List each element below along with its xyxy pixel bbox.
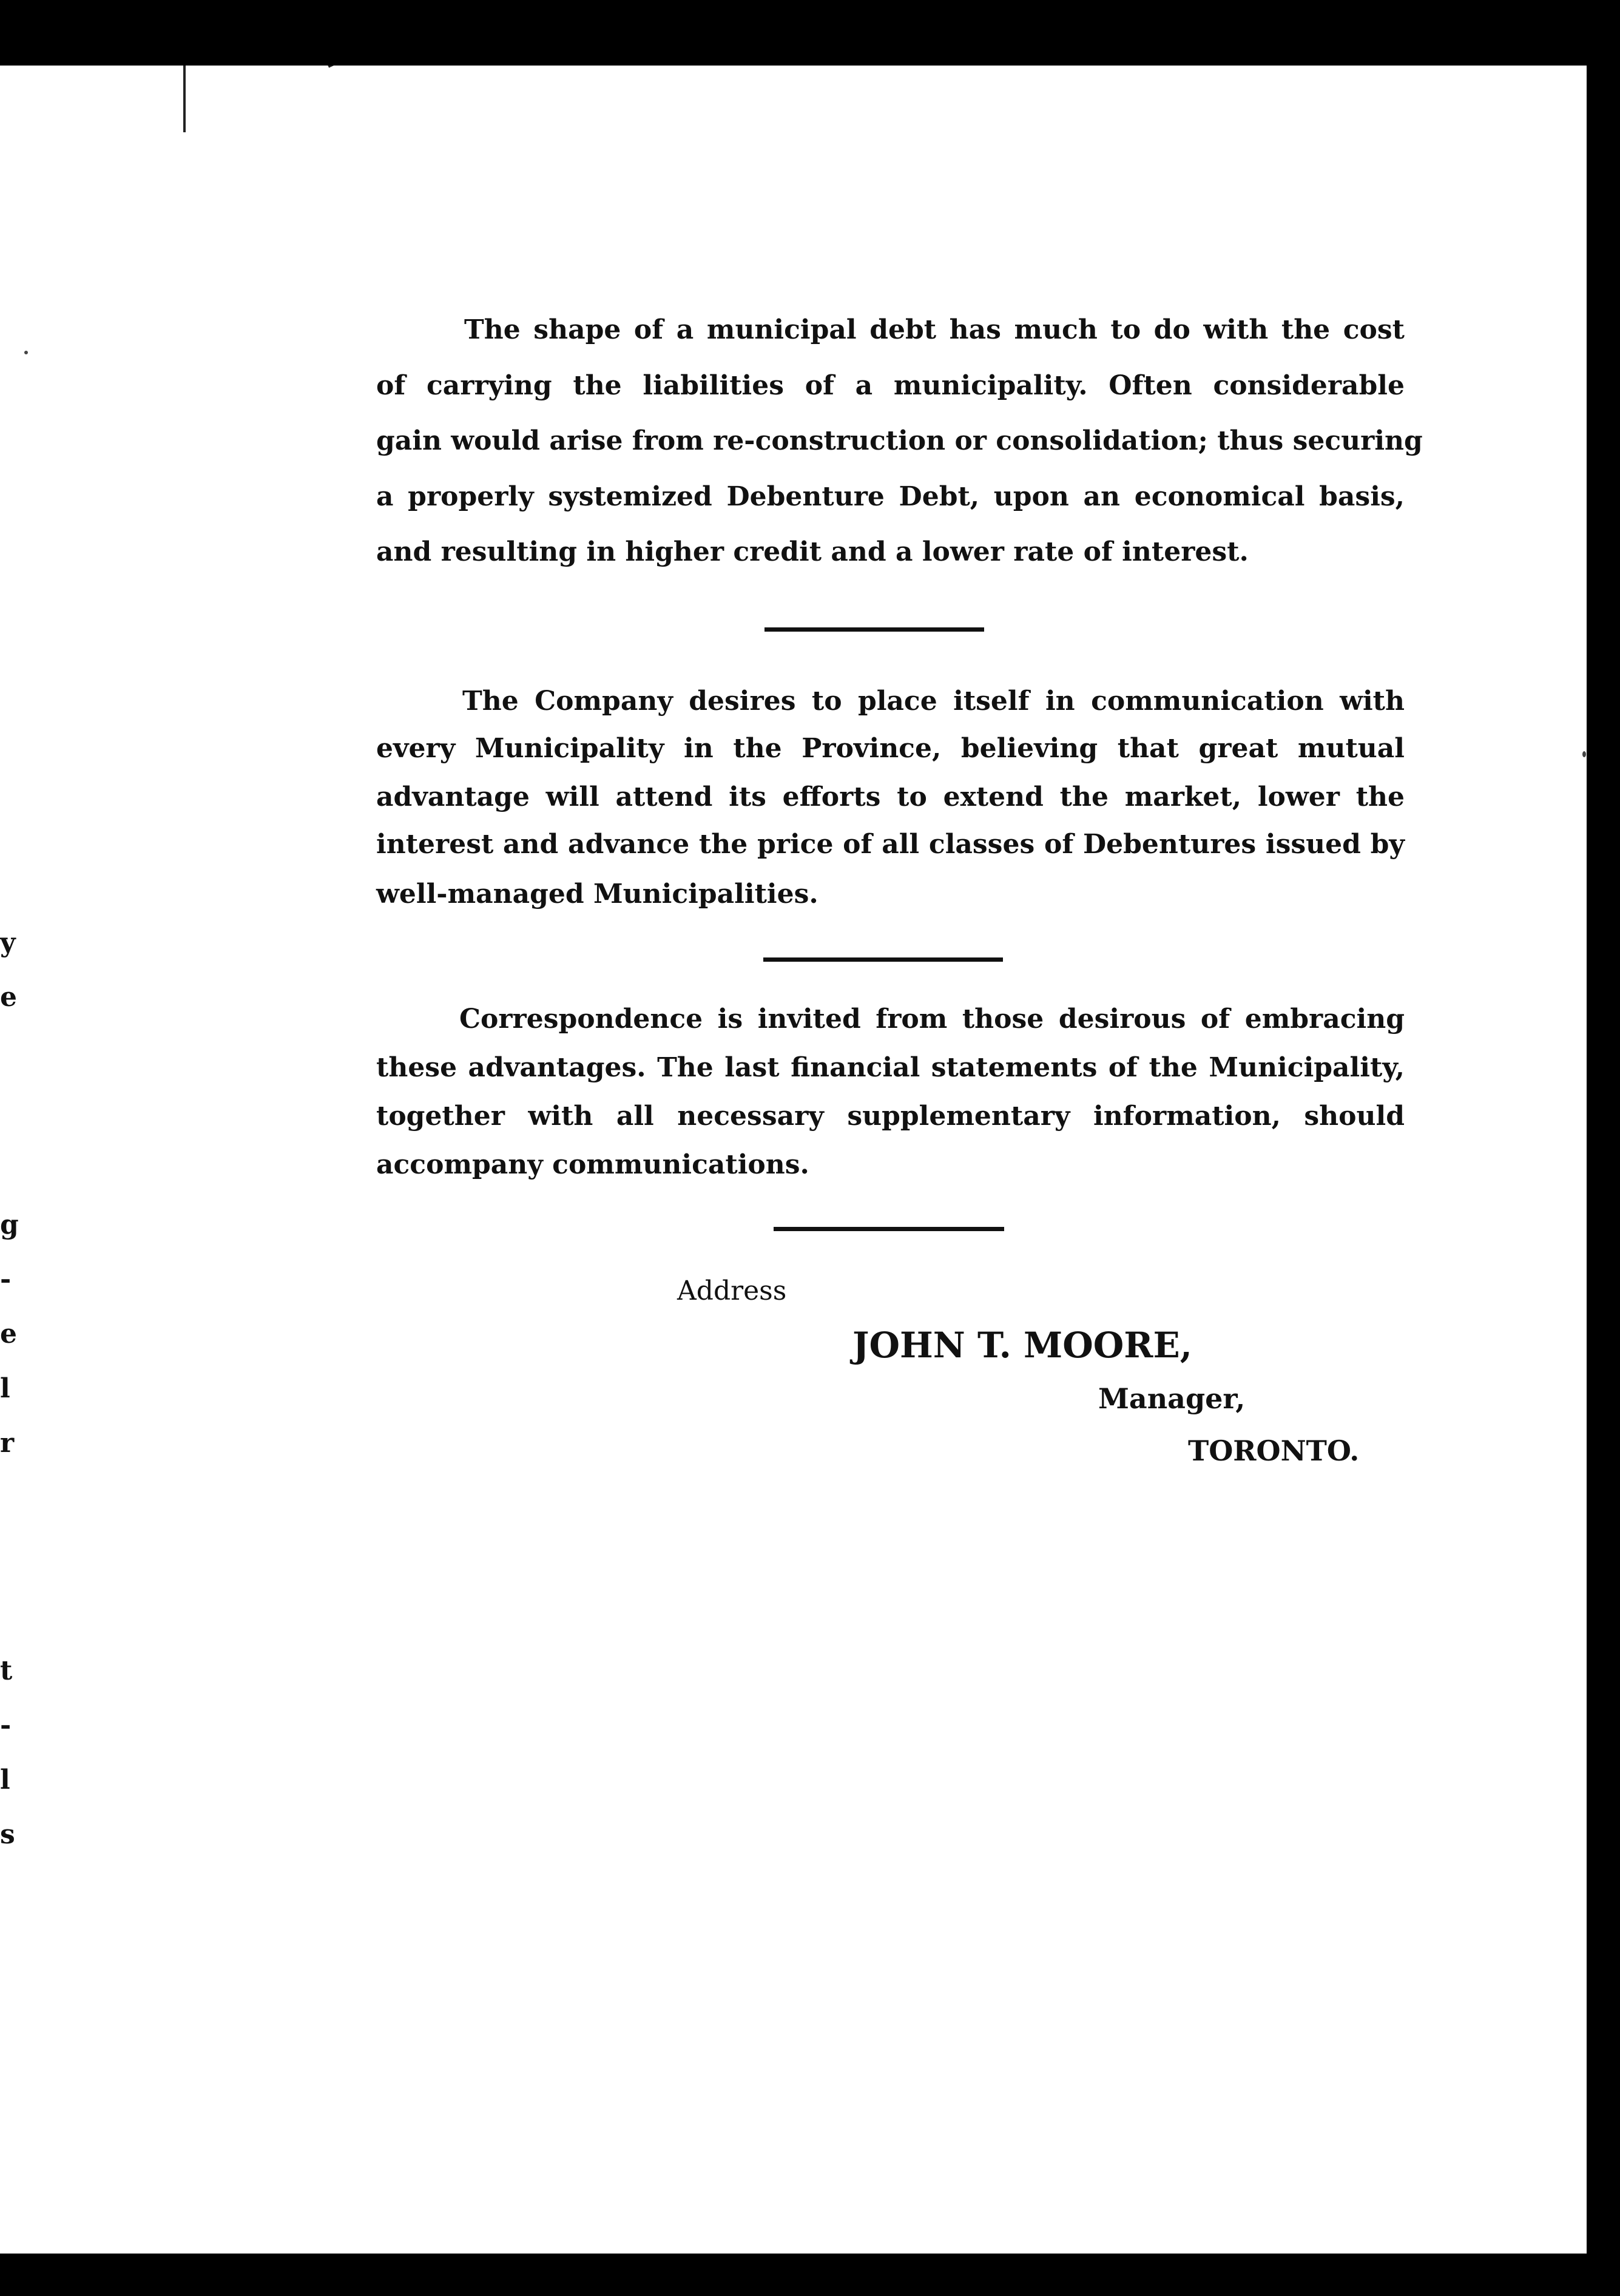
signatory-city: TORONTO. bbox=[1188, 1434, 1360, 1467]
bleed-through-letter: g bbox=[0, 1209, 19, 1240]
paragraph-line: The shape of a municipal debt has much to do with the cost bbox=[464, 314, 1405, 345]
bleed-through-letter: e bbox=[0, 982, 17, 1013]
speck bbox=[1582, 751, 1586, 757]
paragraph-line: accompany communications. bbox=[376, 1149, 809, 1180]
bleed-through-letter: e bbox=[0, 1319, 17, 1349]
bleed-through-letter: t bbox=[0, 1655, 13, 1686]
paragraph-line: these advantages. The last financial statements of the Municipality, bbox=[376, 1052, 1405, 1083]
section-divider bbox=[763, 957, 1003, 962]
address-label: Address bbox=[677, 1275, 787, 1306]
paragraph-line: together with all necessary supplementary information, should bbox=[376, 1101, 1405, 1132]
crop-mark-slash bbox=[328, 66, 344, 68]
bleed-through-letter: y bbox=[0, 927, 16, 958]
bleed-through-letter: - bbox=[0, 1710, 12, 1741]
bleed-through-letter: s bbox=[0, 1819, 15, 1850]
bleed-through-letter: l bbox=[0, 1764, 10, 1795]
paragraph-line: gain would arise from re-construction or consolidation; thus securing bbox=[376, 425, 1423, 456]
speck bbox=[24, 351, 28, 354]
bleed-through-letter: l bbox=[0, 1373, 10, 1404]
document-page bbox=[0, 66, 1587, 2254]
bleed-through-letter: - bbox=[0, 1264, 12, 1295]
paragraph-line: every Municipality in the Province, believing that great mutual bbox=[376, 733, 1405, 764]
paragraph-line: interest and advance the price of all classes of Debentures issued by bbox=[376, 829, 1405, 860]
bleed-through-letter: r bbox=[0, 1428, 15, 1459]
signatory-title: Manager, bbox=[1098, 1382, 1246, 1415]
paragraph-line: advantage will attend its efforts to extend the market, lower the bbox=[376, 782, 1405, 812]
paragraph-line: Correspondence is invited from those desirous of embracing bbox=[459, 1004, 1405, 1035]
paragraph-line: well-managed Municipalities. bbox=[376, 879, 818, 910]
section-divider bbox=[774, 1227, 1004, 1231]
section-divider bbox=[764, 627, 984, 632]
paragraph-line: of carrying the liabilities of a municipality. Often considerable bbox=[376, 370, 1405, 401]
paragraph-line: a properly systemized Debenture Debt, upon an economical basis, bbox=[376, 481, 1405, 512]
signatory-name: JOHN T. MOORE, bbox=[852, 1325, 1192, 1366]
crop-mark-vertical bbox=[183, 66, 186, 132]
paragraph-line: The Company desires to place itself in communication with bbox=[462, 686, 1405, 717]
paragraph-line: and resulting in higher credit and a lower rate of interest. bbox=[376, 536, 1249, 567]
